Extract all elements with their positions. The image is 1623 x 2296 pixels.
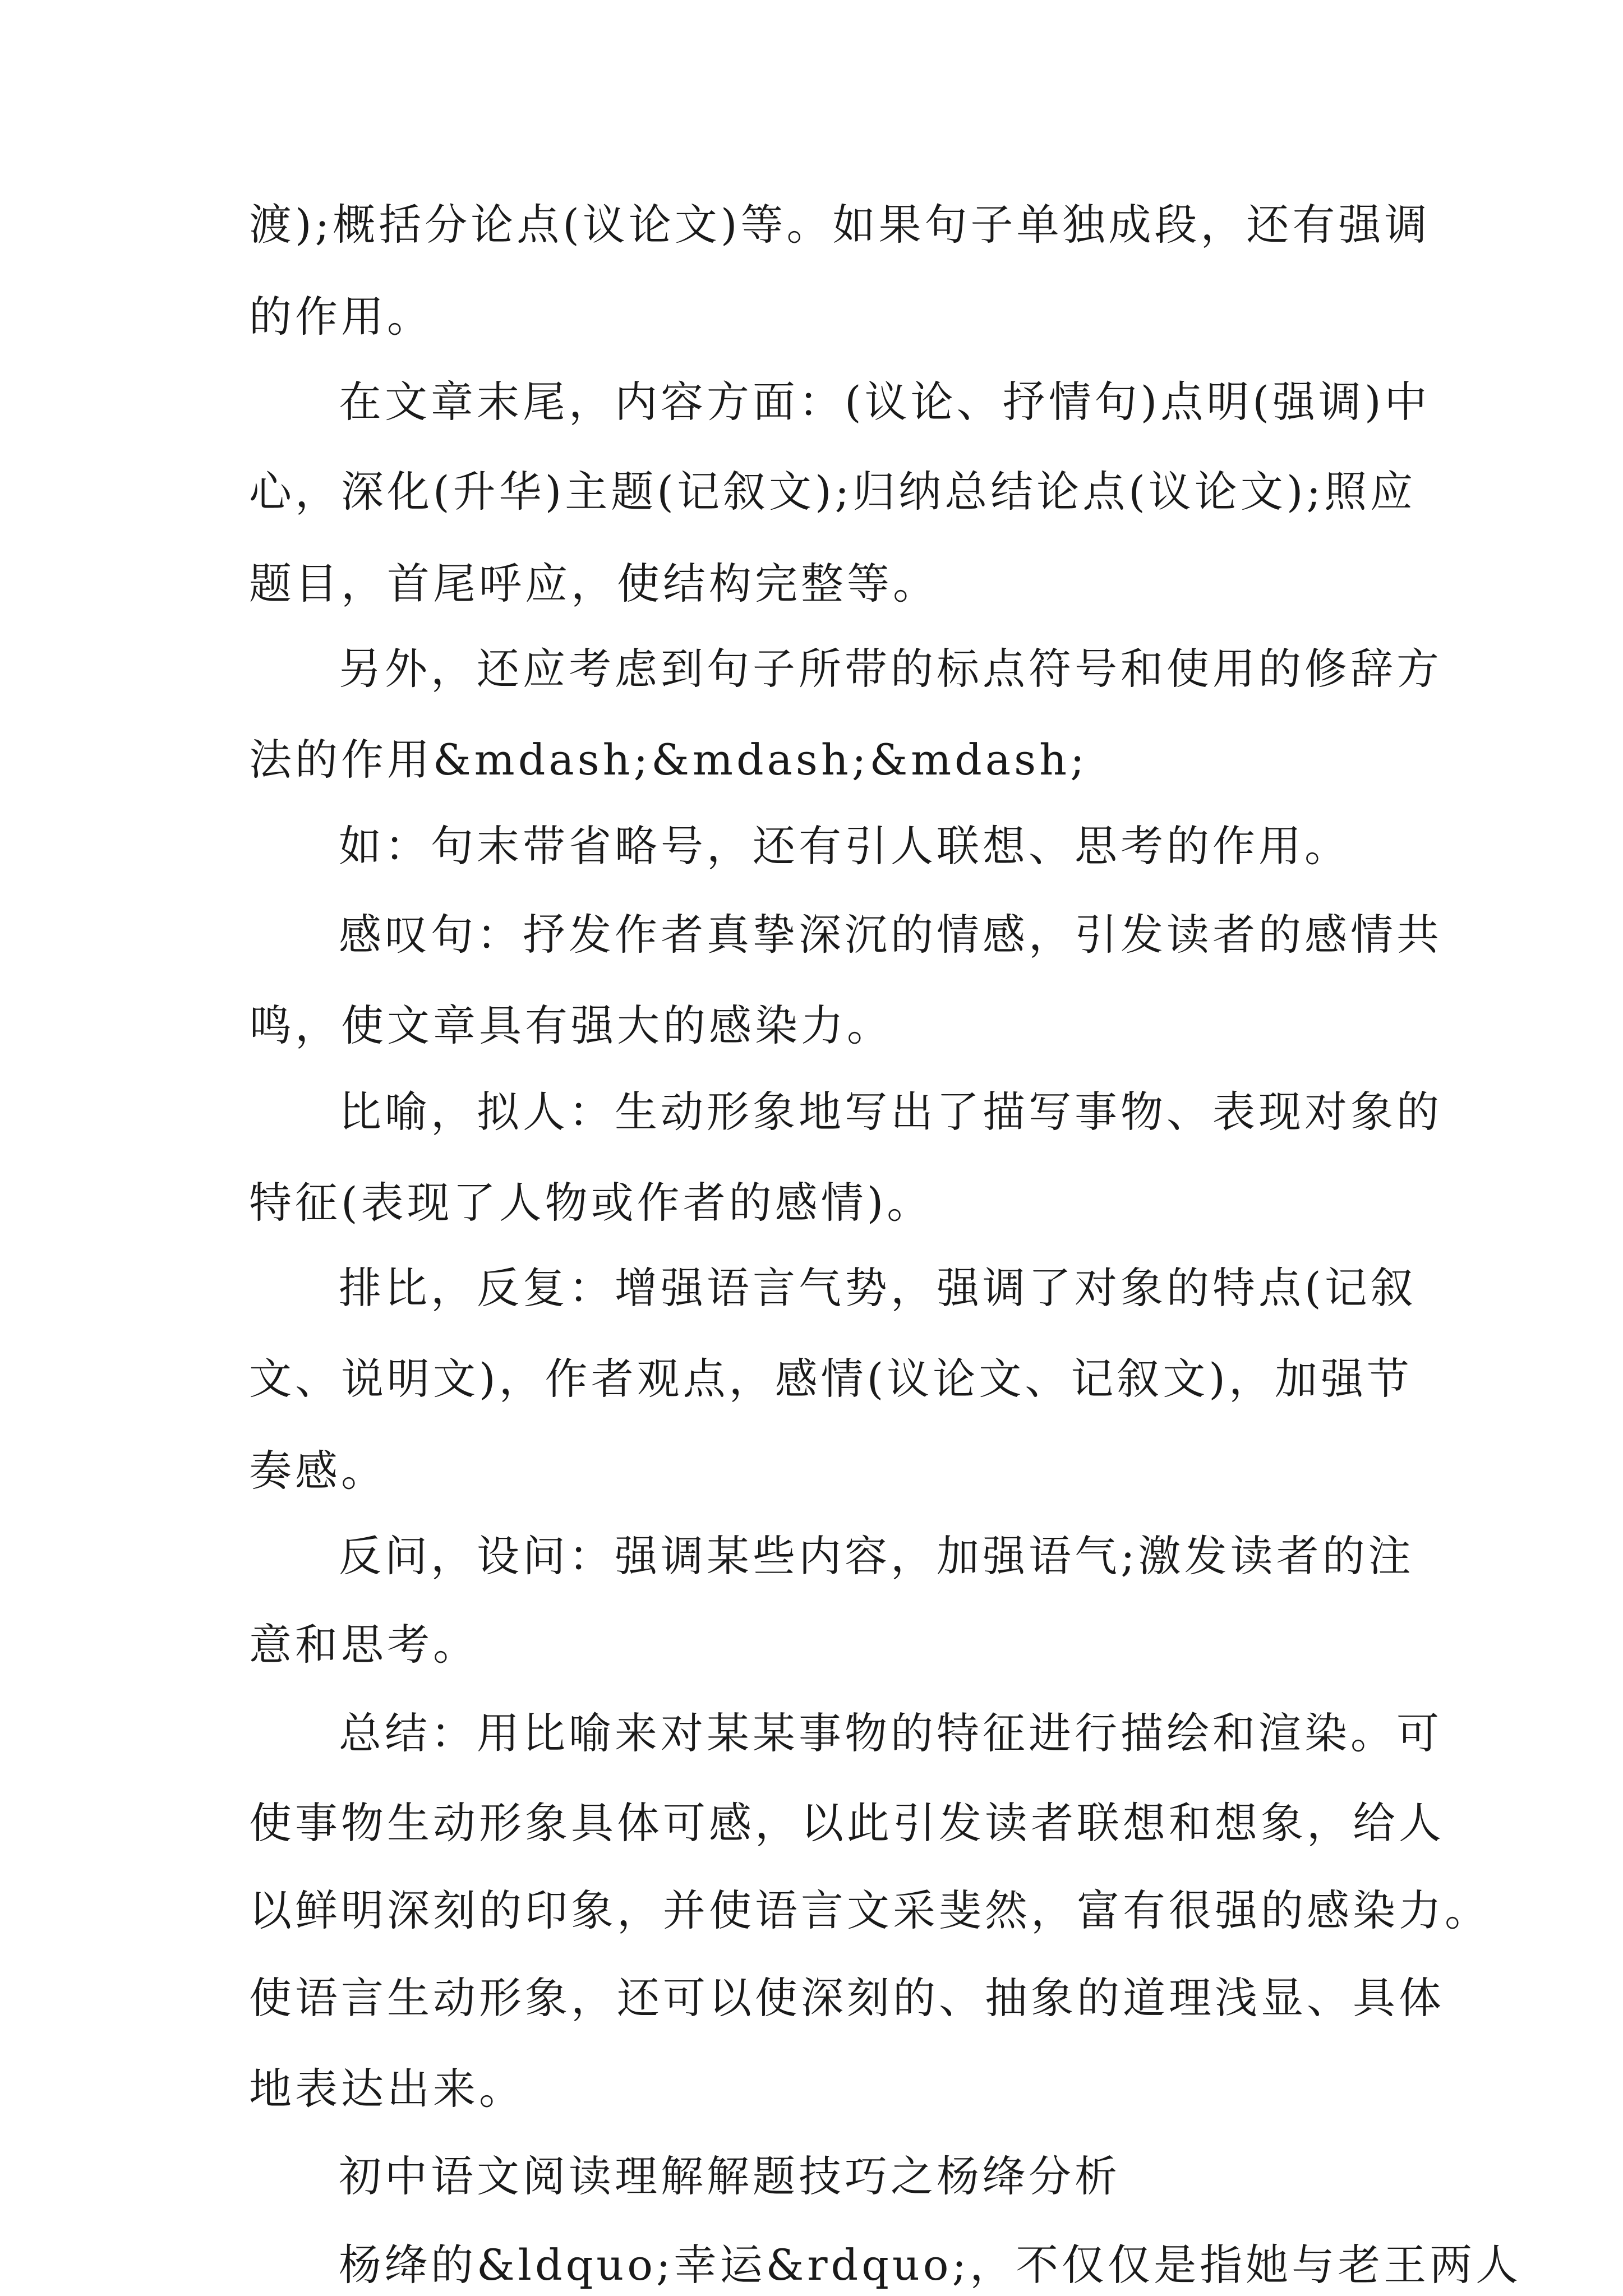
text-line: 的作用。 <box>249 292 433 342</box>
text-line: 使事物生动形象具体可感，以此引发读者联想和想象，给人 <box>249 1798 1445 1848</box>
text-line: 心，深化(升华)主题(记叙文);归纳总结论点(议论文);照应 <box>249 467 1417 517</box>
paragraph-start-line: 另外，还应考虑到句子所带的标点符号和使用的修辞方 <box>339 644 1442 694</box>
paragraph-start-line: 比喻，拟人：生动形象地写出了描写事物、表现对象的 <box>339 1087 1442 1137</box>
paragraph-start-line: 反问，设问：强调某些内容，加强语气;激发读者的注 <box>339 1531 1414 1581</box>
paragraph-start-line: 如：句末带省略号，还有引人联想、思考的作用。 <box>339 821 1350 871</box>
text-line: 以鲜明深刻的印象，并使语言文采斐然，富有很强的感染力。 <box>249 1885 1491 1935</box>
text-line: 法的作用&mdash;&mdash;&mdash; <box>249 735 1088 785</box>
paragraph-start-line: 感叹句：抒发作者真挚深沉的情感，引发读者的感情共 <box>339 910 1442 960</box>
section-heading-line: 初中语文阅读理解解题技巧之杨绛分析 <box>339 2151 1121 2201</box>
text-line: 鸣，使文章具有强大的感染力。 <box>249 1001 893 1050</box>
text-line: 题目，首尾呼应，使结构完整等。 <box>249 559 939 608</box>
text-line: 地表达出来。 <box>249 2064 525 2114</box>
paragraph-start-line: 排比，反复：增强语言气势，强调了对象的特点(记叙 <box>339 1263 1417 1313</box>
text-line: 使语言生动形象，还可以使深刻的、抽象的道理浅显、具体 <box>249 1973 1445 2023</box>
paragraph-start-line: 杨绛的&ldquo;幸运&rdquo;，不仅仅是指她与老王两人 <box>339 2240 1522 2290</box>
text-line: 文、说明文)，作者观点，感情(议论文、记叙文)，加强节 <box>249 1354 1413 1404</box>
paragraph-start-line: 在文章末尾，内容方面：(议论、抒情句)点明(强调)中 <box>339 377 1431 427</box>
text-line: 渡);概括分论点(议论文)等。如果句子单独成段，还有强调 <box>249 200 1431 250</box>
text-line: 意和思考。 <box>249 1620 479 1670</box>
text-line: 特征(表现了人物或作者的感情)。 <box>249 1178 933 1228</box>
text-line: 奏感。 <box>249 1446 387 1496</box>
paragraph-start-line: 总结：用比喻来对某某事物的特征进行描绘和渲染。可 <box>339 1708 1442 1758</box>
